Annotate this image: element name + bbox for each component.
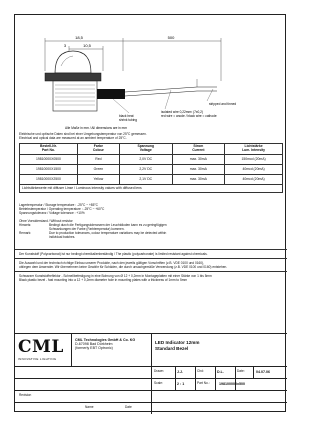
footnotes [19, 252, 208, 256]
part-label: Part No.: [197, 381, 210, 385]
cell-colour: Yellow [77, 175, 119, 185]
table-row [20, 165, 283, 175]
table-row [20, 185, 283, 193]
company-address [75, 338, 135, 351]
cell-current: max. 30mA [172, 175, 225, 185]
divider [15, 258, 287, 259]
spec-table [19, 143, 283, 193]
spec-line: Betriebstemperatur / Operating temperature : -25°C ~ +60°C [19, 207, 105, 211]
spec-list [19, 203, 104, 215]
title-block [15, 333, 287, 413]
company-logo [18, 337, 68, 363]
note-stripped: stripped and tinned [209, 102, 237, 106]
logo-sub: INNOVATIVE LIGHTING [18, 357, 57, 361]
drawing-title [155, 340, 199, 352]
mounting-notes [19, 219, 167, 239]
footnote-bezel-en: Black plastic bezel - fast mounting into a 12 + 0,2mm diameter hole in mounting plates with a thickness of 1mm to 5mm [19, 278, 188, 282]
footnote-usage-2: obliegen dem Anwender. Wir übernehmen keine Gewähr für Schäden, die durch unsachgemäße Verwendung (z.B. VDE 0100 und 0160) entstehen. [19, 265, 228, 269]
note-washer-2: shrink tubing [119, 118, 138, 122]
divider [15, 249, 287, 250]
dim-overall: 18,5 [75, 35, 83, 40]
cell-voltage: 2,0V DC [119, 155, 172, 165]
cell-voltage: 2,1V DC [119, 175, 172, 185]
spec-line: Spannungstoleranz / Voltage tolerance : +10% [19, 211, 85, 215]
cell-current: max. 30mA [172, 165, 225, 175]
logo-text: CML [18, 337, 64, 357]
drawing-sheet [14, 14, 286, 412]
cell-part: 19810000X1500 [20, 165, 78, 175]
scale-label: Scale: [154, 381, 163, 385]
remark-line-2: individual batches. [49, 235, 76, 239]
title-line-1: LED Indicator 12mm [155, 340, 200, 345]
cell-colour: Red [77, 155, 119, 165]
date2-label: Date [125, 405, 132, 409]
footnote-chemical: Der Kunststoff (Polycarbonat) ist nur bedingt chemikalienbeständig / The plastic (polycarbonate) is limited resistant against chemicals. [19, 252, 208, 256]
cell-intensity: 40mcd (20mA) [225, 175, 283, 185]
cell-colour: Green [77, 165, 119, 175]
intro-line-1: Elektrische und optische Daten sind bei einer Umgebungstemperatur von 25°C gemessen. [19, 132, 147, 136]
cell-intensity: 150mcd (20mA) [225, 155, 283, 165]
date-label: Date: [237, 369, 245, 373]
note-washer-1: black heat [119, 114, 134, 118]
footnote-bezel-de: Schwarzer Kunststoffreflektor - Schnellbefestigung in eine Bohrung von Ø 12 + 0,2mm in Montageplatten mit einer Stärke von 1 bis 5mm [19, 274, 212, 278]
company-street: D-67098 Bad Dürkheim [75, 342, 113, 347]
footnotes-2 [19, 261, 227, 269]
dim-wire: 500 [167, 35, 175, 40]
cell-part: 19810000X0500 [20, 155, 78, 165]
date-value: 04.07.06 [256, 370, 270, 374]
checked-label: Chd: [197, 369, 204, 373]
dim-thread: 3 [63, 43, 67, 48]
title-line-2: Standard Bezel [155, 346, 189, 351]
dim-flange: 10,5 [83, 43, 91, 48]
part-value: 198100000x500 [219, 382, 245, 386]
table-note: Lichtstärkewerte mit diffuser Linse / Luminous intensity values with diffused lens [20, 185, 283, 193]
name-label: Name [85, 405, 94, 409]
table-row [20, 175, 283, 185]
hinweis-line-1: Hinweis: Bedingt durch die Fertigungstoleranzen der Leuchtdioden kann es zu geringfügigen [19, 223, 167, 227]
divider [15, 271, 287, 272]
header-voltage: Spannung Voltage [119, 144, 172, 155]
intro-line-2: Electrical and optical data are measured at an ambient temperature of 25°C. [19, 135, 127, 140]
table-row [20, 155, 283, 165]
cell-current: max. 30mA [172, 155, 225, 165]
intro-text [19, 133, 147, 141]
cell-part: 19810000X2500 [20, 175, 78, 185]
company-former: (formerly EBT Optronic) [75, 346, 113, 351]
drawn-label: Drawn: [154, 369, 165, 373]
table-header-row [20, 144, 283, 155]
footnotes-3 [19, 274, 212, 282]
revision-label: Revision [19, 393, 32, 397]
remark-line-1: Remark: Due to production tolerances, colour temperature variations may be detected within [19, 231, 167, 235]
scale-value: 2 : 1 [177, 382, 185, 386]
drawn-value: J.J. [177, 370, 183, 374]
note-dimensions: Alle Maße in mm / All dimensions are in mm [65, 126, 127, 130]
hinweis-line-2: Schwankungen der Farbe (Farbtemperatur) kommen. [49, 227, 125, 231]
cell-voltage: 2,2V DC [119, 165, 172, 175]
header-current: Strom Current [172, 144, 225, 155]
company-name: CML Technologies GmbH & Co. KG [75, 338, 136, 342]
header-intensity: Lichtstärke Lum. Intensity [225, 144, 283, 155]
checked-value: D.L. [217, 370, 224, 374]
spec-line: Lagertemperatur / Storage temperature : -25°C ~ +85°C [19, 203, 98, 207]
note-isolated: isolated wire 0,22mm² (7x0,2) [161, 110, 203, 114]
header-colour: Farbe Colour [77, 144, 119, 155]
header-part-no: Bestell-Nr. Part No. [20, 144, 78, 155]
footnote-usage-1: Die Auswahl und der technisch richtige Einbau unserer Produkte, nach den jeweils gültigen Vorschriften (z.B. VDE 0100 und 0160), [19, 261, 204, 265]
note-wire-colors: red wire = anode / black wire = cathode [161, 114, 217, 118]
led-indicator-drawing [21, 21, 281, 133]
cell-intensity: 40mcd (20mA) [225, 165, 283, 175]
mounting-label: Ohne Vorwiderstand / Without resistor [19, 219, 73, 223]
